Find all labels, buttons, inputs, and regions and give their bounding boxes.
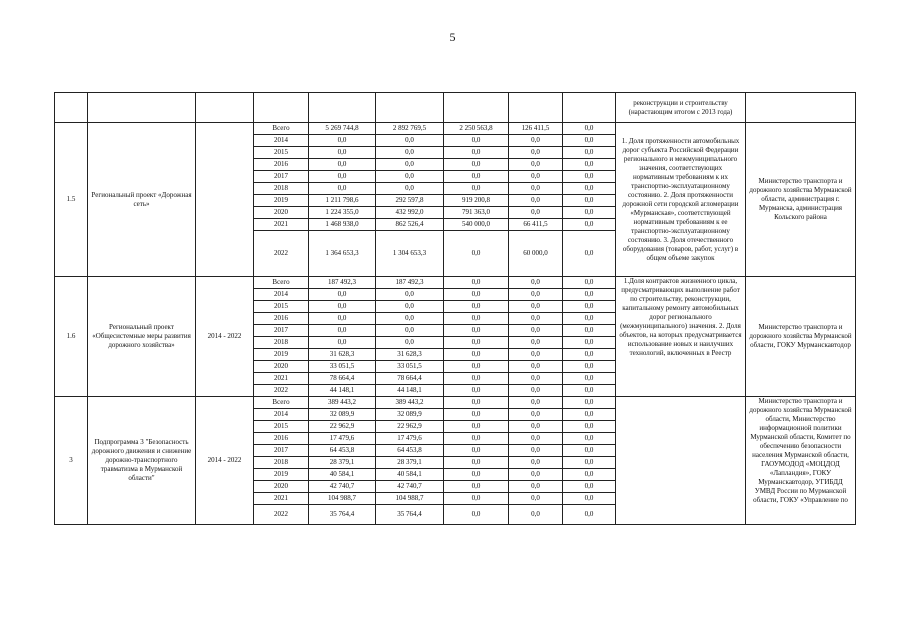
year-cell: 2021 <box>254 219 309 231</box>
value-cell: 0,0 <box>563 277 616 289</box>
table-row <box>55 397 856 409</box>
section-num: 3 <box>55 397 88 525</box>
value-cell <box>444 93 509 123</box>
value-cell: 0,0 <box>444 385 509 397</box>
year-cell: 2021 <box>254 493 309 505</box>
year-cell: Всего <box>254 277 309 289</box>
section-period <box>196 123 254 277</box>
value-cell: 0,0 <box>563 171 616 183</box>
year-cell: 2020 <box>254 361 309 373</box>
value-cell: 0,0 <box>509 421 563 433</box>
value-cell: 0,0 <box>376 289 444 301</box>
value-cell: 28 379,1 <box>376 457 444 469</box>
value-cell: 0,0 <box>444 433 509 445</box>
total-cell <box>309 93 376 123</box>
value-cell: 0,0 <box>563 361 616 373</box>
value-cell: 0,0 <box>509 505 563 525</box>
value-cell: 0,0 <box>376 337 444 349</box>
value-cell: 0,0 <box>444 289 509 301</box>
value-cell: 0,0 <box>444 445 509 457</box>
value-cell: 540 000,0 <box>444 219 509 231</box>
year-cell: 2020 <box>254 481 309 493</box>
total-cell: 1 364 653,3 <box>309 231 376 277</box>
year-cell: 2016 <box>254 159 309 171</box>
value-cell: 22 962,9 <box>376 421 444 433</box>
value-cell: 0,0 <box>444 325 509 337</box>
year-cell: 2015 <box>254 421 309 433</box>
year-cell: 2019 <box>254 195 309 207</box>
section-num: 1.5 <box>55 123 88 277</box>
year-cell: 2017 <box>254 325 309 337</box>
value-cell: 64 453,8 <box>376 445 444 457</box>
value-cell: 432 992,0 <box>376 207 444 219</box>
total-cell: 0,0 <box>309 289 376 301</box>
total-cell: 1 468 938,0 <box>309 219 376 231</box>
total-cell: 187 492,3 <box>309 277 376 289</box>
total-cell: 17 479,6 <box>309 433 376 445</box>
year-cell: 2015 <box>254 147 309 159</box>
year-cell: Всего <box>254 123 309 135</box>
total-cell: 104 988,7 <box>309 493 376 505</box>
value-cell: 0,0 <box>509 195 563 207</box>
value-cell: 0,0 <box>444 147 509 159</box>
value-cell: 0,0 <box>444 231 509 277</box>
value-cell <box>563 93 616 123</box>
value-cell: 1 304 653,3 <box>376 231 444 277</box>
value-cell: 0,0 <box>444 421 509 433</box>
section-executors: Министерство транспорта и дорожного хозяйства Мурманской области, ГОКУ Мурманскавтодор <box>746 277 856 397</box>
value-cell: 0,0 <box>509 313 563 325</box>
value-cell: 0,0 <box>509 171 563 183</box>
value-cell: 0,0 <box>563 313 616 325</box>
total-cell: 0,0 <box>309 325 376 337</box>
value-cell: 0,0 <box>563 231 616 277</box>
section-name: Региональный проект «Общесистемные меры развития дорожного хозяйства» <box>88 277 196 397</box>
total-cell: 0,0 <box>309 171 376 183</box>
year-cell: 2015 <box>254 301 309 313</box>
value-cell: 0,0 <box>563 135 616 147</box>
value-cell: 0,0 <box>563 409 616 421</box>
section-name: Подпрограмма 3 "Безопасность дорожного движения и снижение дорожно-транспортного травматизма в Мурманской области" <box>88 397 196 525</box>
year-cell: 2016 <box>254 433 309 445</box>
year-cell: 2014 <box>254 135 309 147</box>
value-cell: 104 988,7 <box>376 493 444 505</box>
value-cell: 0,0 <box>509 277 563 289</box>
section-name: Региональный проект «Дорожная сеть» <box>88 123 196 277</box>
value-cell: 0,0 <box>509 325 563 337</box>
value-cell: 0,0 <box>563 445 616 457</box>
value-cell: 0,0 <box>563 481 616 493</box>
value-cell: 0,0 <box>563 397 616 409</box>
total-cell: 5 269 744,8 <box>309 123 376 135</box>
value-cell: 389 443,2 <box>376 397 444 409</box>
value-cell: 0,0 <box>444 159 509 171</box>
value-cell: 0,0 <box>444 183 509 195</box>
value-cell: 0,0 <box>563 123 616 135</box>
value-cell: 187 492,3 <box>376 277 444 289</box>
value-cell: 2 892 769,5 <box>376 123 444 135</box>
value-cell: 66 411,5 <box>509 219 563 231</box>
value-cell: 2 250 563,8 <box>444 123 509 135</box>
value-cell: 32 089,9 <box>376 409 444 421</box>
year-cell: 2019 <box>254 349 309 361</box>
value-cell: 0,0 <box>509 183 563 195</box>
total-cell: 22 962,9 <box>309 421 376 433</box>
total-cell: 1 224 355,0 <box>309 207 376 219</box>
value-cell: 0,0 <box>376 183 444 195</box>
total-cell: 32 089,9 <box>309 409 376 421</box>
value-cell: 0,0 <box>563 457 616 469</box>
year-cell: 2020 <box>254 207 309 219</box>
value-cell: 0,0 <box>444 397 509 409</box>
value-cell: 0,0 <box>563 183 616 195</box>
total-cell: 78 664,4 <box>309 373 376 385</box>
section-num: 1.6 <box>55 277 88 397</box>
value-cell: 44 148,1 <box>376 385 444 397</box>
value-cell: 31 628,3 <box>376 349 444 361</box>
section-indicators <box>616 397 746 525</box>
value-cell: 0,0 <box>444 301 509 313</box>
year-cell: 2018 <box>254 337 309 349</box>
value-cell: 0,0 <box>444 337 509 349</box>
value-cell: 0,0 <box>563 349 616 361</box>
year-cell: 2021 <box>254 373 309 385</box>
value-cell: 0,0 <box>509 135 563 147</box>
table-row <box>55 277 856 289</box>
value-cell: 0,0 <box>444 493 509 505</box>
total-cell: 40 584,1 <box>309 469 376 481</box>
value-cell: 0,0 <box>509 457 563 469</box>
year-cell: 2014 <box>254 409 309 421</box>
total-cell: 31 628,3 <box>309 349 376 361</box>
value-cell: 0,0 <box>509 469 563 481</box>
total-cell: 0,0 <box>309 301 376 313</box>
value-cell <box>509 93 563 123</box>
value-cell: 0,0 <box>509 207 563 219</box>
value-cell: 0,0 <box>376 313 444 325</box>
value-cell: 0,0 <box>563 289 616 301</box>
value-cell: 0,0 <box>509 385 563 397</box>
year-cell: 2018 <box>254 183 309 195</box>
value-cell: 0,0 <box>444 313 509 325</box>
section-indicators: 1.Доля контрактов жизненного цикла, предусматривающих выполнение работ по строительству, реконструкции, капитальному ремонту автомобильных дорог регионального (межмуниципального) значения. 2. Доля объектов, на которых предусматривается использование новых и наилучших технологий, включенных в Реестр <box>616 277 746 397</box>
value-cell: 292 597,8 <box>376 195 444 207</box>
total-cell: 42 740,7 <box>309 481 376 493</box>
value-cell: 0,0 <box>376 301 444 313</box>
year-cell: 2017 <box>254 445 309 457</box>
value-cell: 0,0 <box>444 457 509 469</box>
indicator-cell: реконструкции и строительству (нарастающим итогом с 2013 года) <box>616 93 746 123</box>
total-cell: 1 211 798,6 <box>309 195 376 207</box>
period-cell <box>196 93 254 123</box>
value-cell: 0,0 <box>509 301 563 313</box>
continuation-row <box>55 93 856 123</box>
value-cell: 0,0 <box>376 159 444 171</box>
year-cell <box>254 93 309 123</box>
value-cell: 0,0 <box>563 373 616 385</box>
value-cell: 78 664,4 <box>376 373 444 385</box>
value-cell: 0,0 <box>563 195 616 207</box>
value-cell: 0,0 <box>444 277 509 289</box>
value-cell: 0,0 <box>563 301 616 313</box>
value-cell: 0,0 <box>563 325 616 337</box>
total-cell: 64 453,8 <box>309 445 376 457</box>
total-cell: 389 443,2 <box>309 397 376 409</box>
value-cell: 0,0 <box>509 147 563 159</box>
page-number: 5 <box>449 30 456 44</box>
total-cell: 0,0 <box>309 313 376 325</box>
total-cell: 33 051,5 <box>309 361 376 373</box>
section-period: 2014 - 2022 <box>196 397 254 525</box>
value-cell: 35 764,4 <box>376 505 444 525</box>
value-cell: 0,0 <box>509 349 563 361</box>
year-cell: 2017 <box>254 171 309 183</box>
value-cell: 0,0 <box>509 481 563 493</box>
value-cell: 0,0 <box>563 219 616 231</box>
total-cell: 28 379,1 <box>309 457 376 469</box>
year-cell: 2016 <box>254 313 309 325</box>
num-cell <box>55 93 88 123</box>
value-cell: 0,0 <box>509 445 563 457</box>
value-cell: 0,0 <box>509 361 563 373</box>
value-cell: 791 363,0 <box>444 207 509 219</box>
value-cell: 0,0 <box>509 433 563 445</box>
value-cell: 42 740,7 <box>376 481 444 493</box>
value-cell: 0,0 <box>563 385 616 397</box>
section-period: 2014 - 2022 <box>196 277 254 397</box>
total-cell: 0,0 <box>309 159 376 171</box>
value-cell: 0,0 <box>376 135 444 147</box>
value-cell: 0,0 <box>444 505 509 525</box>
value-cell: 0,0 <box>563 147 616 159</box>
total-cell: 44 148,1 <box>309 385 376 397</box>
value-cell: 0,0 <box>444 171 509 183</box>
value-cell: 0,0 <box>563 505 616 525</box>
value-cell: 0,0 <box>509 159 563 171</box>
value-cell: 17 479,6 <box>376 433 444 445</box>
value-cell: 0,0 <box>563 337 616 349</box>
table-row <box>55 123 856 135</box>
value-cell: 126 411,5 <box>509 123 563 135</box>
year-cell: 2022 <box>254 505 309 525</box>
value-cell: 0,0 <box>509 337 563 349</box>
year-cell: Всего <box>254 397 309 409</box>
value-cell: 0,0 <box>444 349 509 361</box>
value-cell: 0,0 <box>444 373 509 385</box>
value-cell: 0,0 <box>376 171 444 183</box>
total-cell: 0,0 <box>309 135 376 147</box>
name-cell <box>88 93 196 123</box>
value-cell <box>376 93 444 123</box>
value-cell: 0,0 <box>563 493 616 505</box>
value-cell: 0,0 <box>563 159 616 171</box>
value-cell: 0,0 <box>563 207 616 219</box>
year-cell: 2018 <box>254 457 309 469</box>
value-cell: 862 526,4 <box>376 219 444 231</box>
total-cell: 0,0 <box>309 337 376 349</box>
value-cell: 0,0 <box>509 409 563 421</box>
value-cell: 0,0 <box>444 469 509 481</box>
year-cell: 2022 <box>254 231 309 277</box>
value-cell: 919 200,8 <box>444 195 509 207</box>
section-executors: Министерство транспорта и дорожного хозяйства Мурманской области, администрация г. Мурманска, администрация Кольского района <box>746 123 856 277</box>
value-cell: 0,0 <box>509 397 563 409</box>
year-cell: 2014 <box>254 289 309 301</box>
section-executors: Министерство транспорта и дорожного хозяйства Мурманской области, Министерство информационной политики Мурманской области, Комитет по обеспечению безопасности населения Мурманской области, ГАОУМОДОД «МОЦДОД «Лапландия», ГОКУ Мурманскавтодор, УГИБДД УМВД России по Мурманской области, ГОКУ «Управление по <box>746 397 856 525</box>
value-cell: 40 584,1 <box>376 469 444 481</box>
value-cell: 0,0 <box>376 147 444 159</box>
program-table <box>54 92 856 525</box>
value-cell: 0,0 <box>563 433 616 445</box>
total-cell: 35 764,4 <box>309 505 376 525</box>
value-cell: 0,0 <box>563 469 616 481</box>
value-cell: 0,0 <box>444 361 509 373</box>
total-cell: 0,0 <box>309 147 376 159</box>
value-cell: 0,0 <box>509 493 563 505</box>
value-cell: 60 000,0 <box>509 231 563 277</box>
total-cell: 0,0 <box>309 183 376 195</box>
value-cell: 0,0 <box>509 289 563 301</box>
value-cell: 0,0 <box>444 481 509 493</box>
year-cell: 2019 <box>254 469 309 481</box>
value-cell: 0,0 <box>444 135 509 147</box>
value-cell: 0,0 <box>509 373 563 385</box>
executor-cell <box>746 93 856 123</box>
year-cell: 2022 <box>254 385 309 397</box>
value-cell: 33 051,5 <box>376 361 444 373</box>
section-indicators: 1. Доля протяженности автомобильных дорог субъекта Российской Федерации регионального и межмуниципального значения, соответствующих нормативным требованиям к их транспортно-эксплуатационному состоянию. 2. Доля протяженности дорожной сети городской агломерации «Мурманская», соответствующей нормативным требованиям к ее транспортно-эксплуатационному состоянию. 3. Доля отечественного оборудования (товаров, работ, услуг) в общем объеме закупок <box>616 123 746 277</box>
value-cell: 0,0 <box>563 421 616 433</box>
value-cell: 0,0 <box>376 325 444 337</box>
value-cell: 0,0 <box>444 409 509 421</box>
